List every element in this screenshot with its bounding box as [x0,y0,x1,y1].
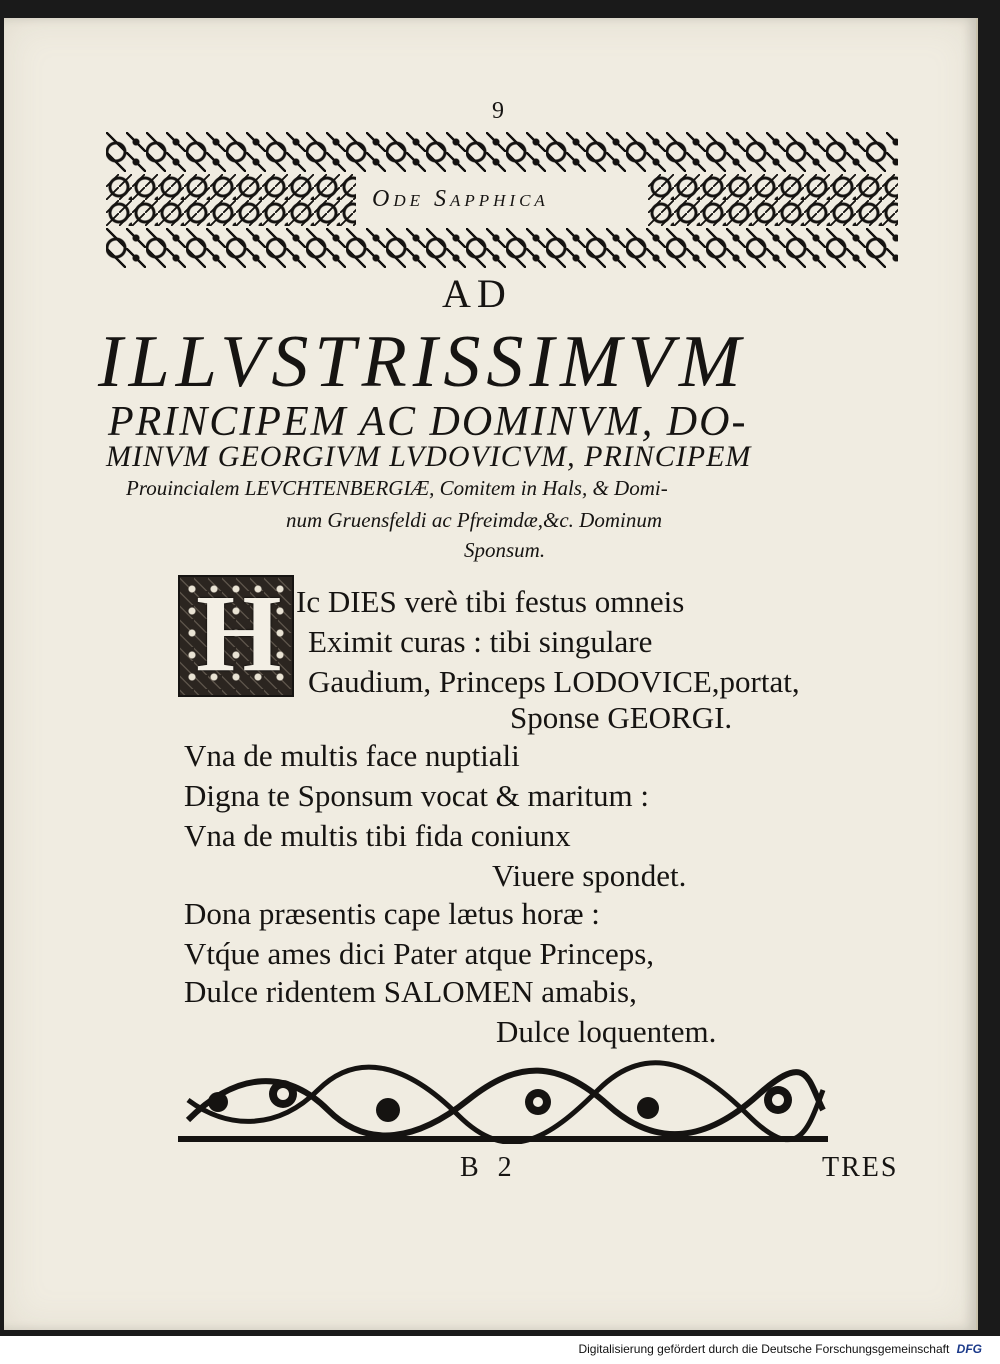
header-ornament-left [106,174,356,226]
title-line-2: PRINCIPEM AC DOMINVM, DO- [108,399,748,445]
header-caption: Ode Sapphica [372,186,549,212]
footer-ornament [178,1060,828,1144]
poem-line-2: Eximit curas : tibi singulare [308,624,653,659]
header-ornament-right [648,174,898,226]
title-line-5: num Gruensfeldi ac Pfreimdæ,&c. Dominum [286,508,663,532]
title-ad: AD [442,271,512,316]
page-number: 9 [492,98,504,124]
poem-line-5: Vna de multis face nuptiali [184,738,520,773]
funding-credit [578,1342,982,1356]
poem-line-11: Dulce ridentem SALOMEN amabis, [184,974,637,1009]
header-ornament-bottom [106,228,898,268]
poem-line-10: Vtq́ue ames dici Pater atque Princeps, [184,936,655,971]
header-ornament-top [106,132,898,172]
poem-line-7: Vna de multis tibi fida coniunx [184,818,571,853]
poem-line-3: Gaudium, Princeps LODOVICE,portat, [308,664,800,699]
title-line-6: Sponsum. [464,538,546,562]
funding-credit-text: Digitalisierung gefördert durch die Deutsche Forschungsgemeinschaft [578,1342,950,1356]
dfg-logo: DFG [956,1342,982,1356]
title-line-1: ILLVSTRISSIMVM [98,321,747,403]
poem-line-12: Dulce loquentem. [496,1014,717,1049]
drop-cap-letter: H [196,572,282,694]
title-line-3: MINVM GEORGIVM LVDOVICVM, PRINCIPEM [106,440,752,473]
poem-line-9: Dona præsentis cape lætus horæ : [184,896,600,931]
poem-line-8: Viuere spondet. [492,858,687,893]
poem-line-6: Digna te Sponsum vocat & maritum : [184,778,649,813]
poem-line-1: Ic DIES verè tibi festus omneis [296,584,685,619]
signature-mark: B 2 [460,1152,518,1183]
catchword: TRES [822,1152,899,1183]
title-line-4: Prouincialem LEVCHTENBERGIÆ, Comitem in Hals, & Domi- [126,476,668,500]
poem-line-4: Sponse GEORGI. [510,700,733,735]
